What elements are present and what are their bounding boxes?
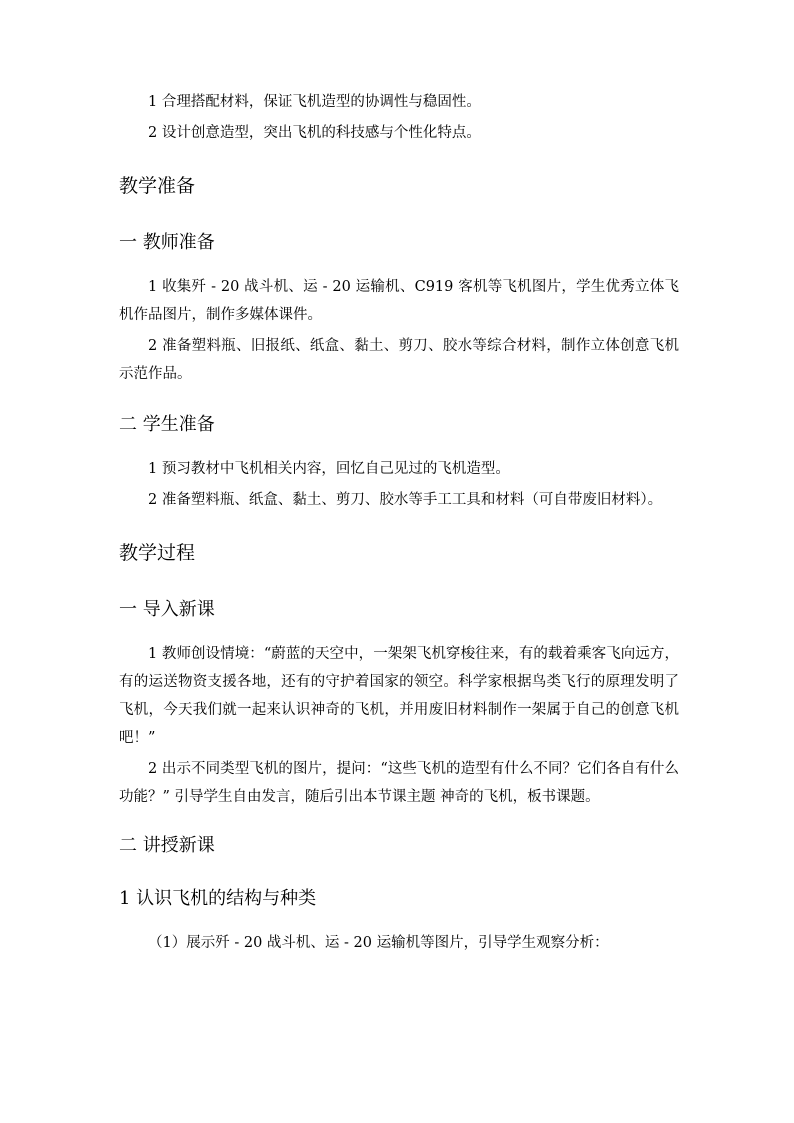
sub-subsection-heading-structure: 1 认识飞机的结构与种类 [119,888,317,909]
goal-item-2: 2 设计创意造型，突出飞机的科技感与个性化特点。 [148,125,481,141]
subsection-heading-teach: 二 讲授新课 [119,835,215,856]
teacher-prep-item-1: 1 收集歼 - 20 战斗机、运 - 20 运输机、C919 客机等飞机图片，学生优秀立体飞机作品图片，制作多媒体课件。 [119,279,679,323]
subsection-heading-student: 二 学生准备 [119,414,215,435]
teach-item-1: （1）展示歼 - 20 战斗机、运 - 20 运输机等图片，引导学生观察分析： [148,935,609,951]
subsection-heading-teacher: 一 教师准备 [119,232,215,253]
student-prep-item-1: 1 预习教材中飞机相关内容，回忆自己见过的飞机造型。 [148,461,510,477]
section-heading-process: 教学过程 [119,542,196,564]
subsection-heading-intro: 一 导入新课 [119,599,215,620]
student-prep-item-2: 2 准备塑料瓶、纸盒、黏土、剪刀、胶水等手工工具和材料（可自带废旧材料）。 [148,492,663,508]
teacher-prep-item-2: 2 准备塑料瓶、旧报纸、纸盒、黏土、剪刀、胶水等综合材料，制作立体创意飞机示范作品。 [119,338,679,382]
intro-item-2: 2 出示不同类型飞机的图片，提问：“这些飞机的造型有什么不同？它们各自有什么功能？” 引导学生自由发言，随后引出本节课主题 神奇的飞机，板书课题。 [119,761,679,805]
goal-item-1: 1 合理搭配材料，保证飞机造型的协调性与稳固性。 [148,94,481,110]
document-page [119,88,679,960]
section-heading-preparation: 教学准备 [119,175,196,197]
intro-item-1: 1 教师创设情境：“蔚蓝的天空中，一架架飞机穿梭往来，有的载着乘客飞向远方，有的运送物资支援各地，还有的守护着国家的领空。科学家根据鸟类飞行的原理发明了飞机，今天我们就一起来认识神奇的飞机，并用废旧材料制作一架属于自己的创意飞机吧！” [119,646,679,746]
